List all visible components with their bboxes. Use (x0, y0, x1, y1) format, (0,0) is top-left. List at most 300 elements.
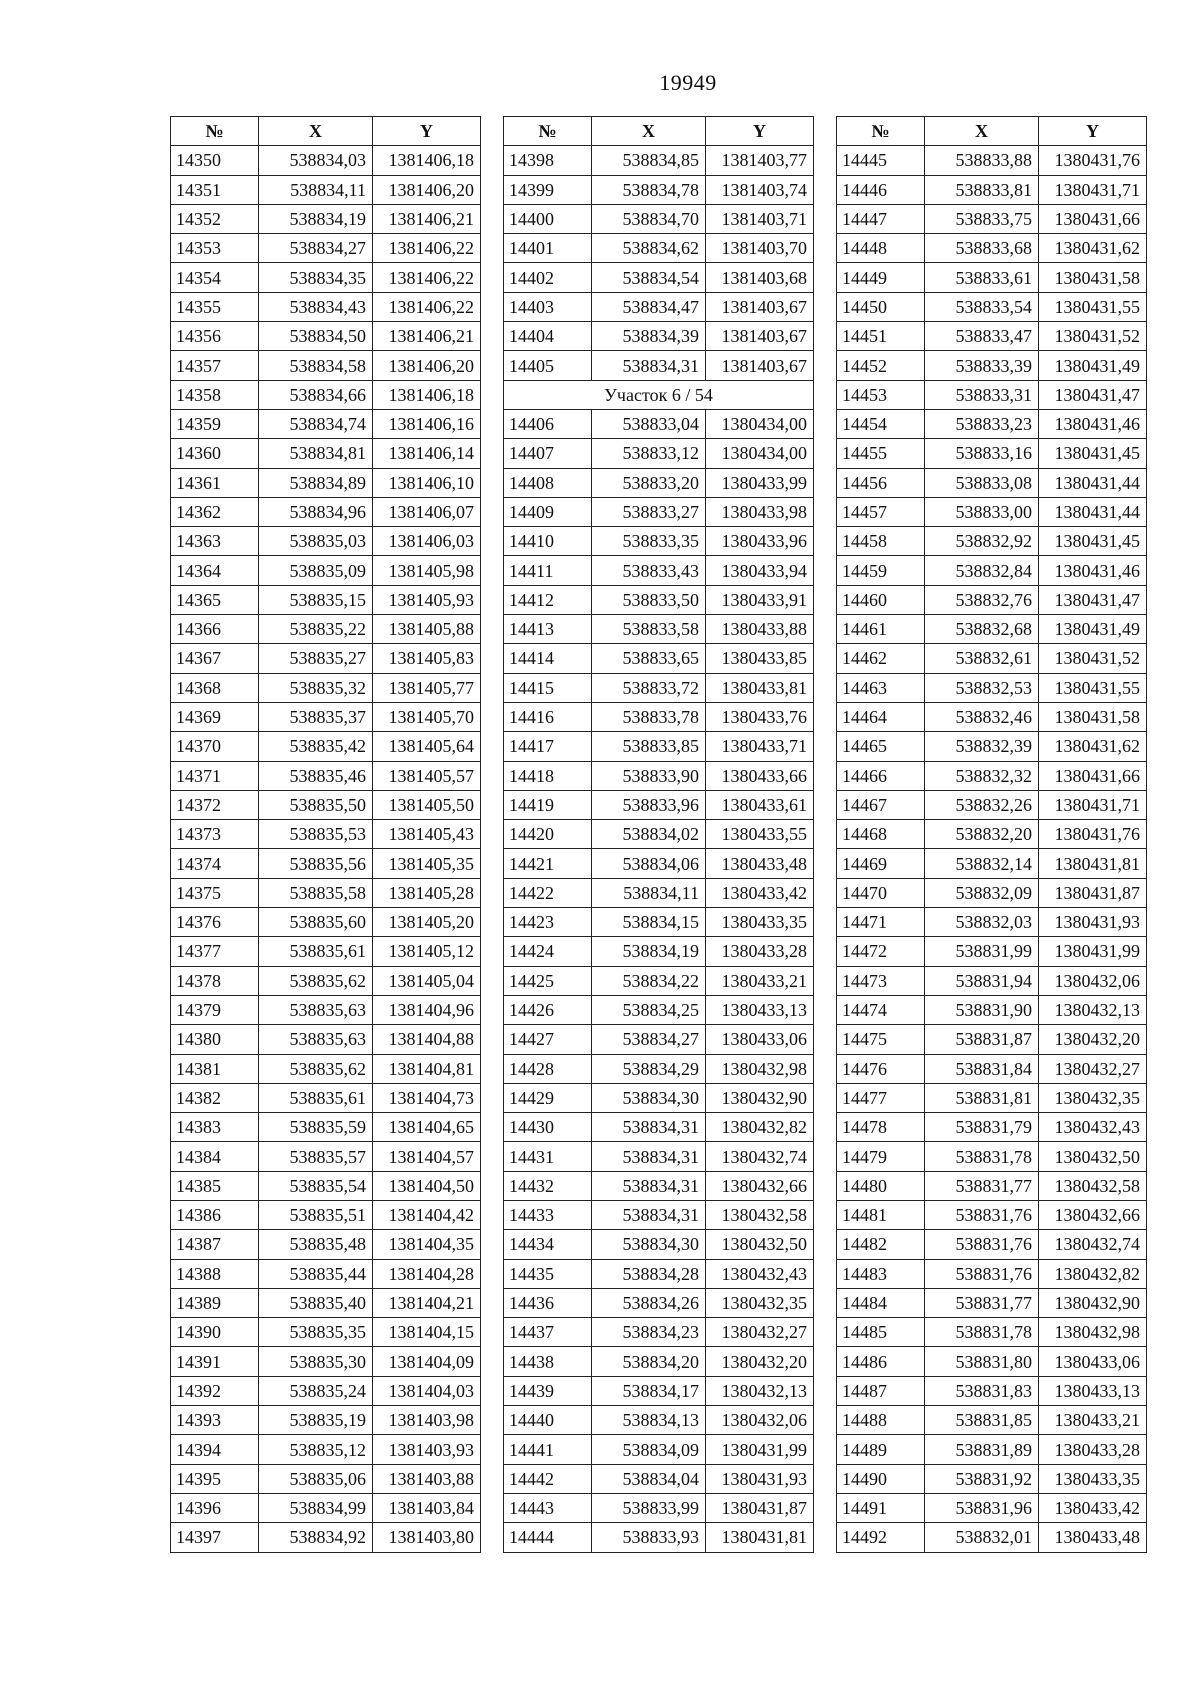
table-row (837, 790, 1147, 819)
y-coordinate-cell: 1381405,88 (373, 615, 481, 644)
point-number-cell: 14482 (837, 1230, 925, 1259)
table-header-row (171, 117, 481, 146)
table-row (504, 1113, 814, 1142)
y-coordinate-cell: 1381405,77 (373, 673, 481, 702)
table-row (171, 702, 481, 731)
x-coordinate-cell: 538835,50 (259, 790, 373, 819)
y-coordinate-cell: 1380433,66 (706, 761, 814, 790)
x-coordinate-cell: 538831,79 (925, 1113, 1039, 1142)
y-coordinate-cell: 1380432,27 (1039, 1054, 1147, 1083)
x-coordinate-cell: 538831,94 (925, 966, 1039, 995)
x-coordinate-cell: 538831,78 (925, 1142, 1039, 1171)
x-coordinate-cell: 538834,58 (259, 351, 373, 380)
x-coordinate-cell: 538833,23 (925, 409, 1039, 438)
x-coordinate-cell: 538835,44 (259, 1259, 373, 1288)
column-header-number: № (837, 117, 925, 146)
section-label: Участок 6 / 54 (504, 380, 814, 409)
y-coordinate-cell: 1380433,61 (706, 790, 814, 819)
table-row (171, 1493, 481, 1522)
y-coordinate-cell: 1381404,15 (373, 1318, 481, 1347)
table-row (171, 146, 481, 175)
y-coordinate-cell: 1380433,91 (706, 585, 814, 614)
point-number-cell: 14414 (504, 644, 592, 673)
table-row (504, 409, 814, 438)
y-coordinate-cell: 1380431,76 (1039, 146, 1147, 175)
table-row (171, 820, 481, 849)
point-number-cell: 14380 (171, 1025, 259, 1054)
point-number-cell: 14440 (504, 1406, 592, 1435)
y-coordinate-cell: 1380431,55 (1039, 673, 1147, 702)
x-coordinate-cell: 538834,96 (259, 497, 373, 526)
x-coordinate-cell: 538833,54 (925, 292, 1039, 321)
y-coordinate-cell: 1381405,04 (373, 966, 481, 995)
point-number-cell: 14432 (504, 1171, 592, 1200)
x-coordinate-cell: 538832,14 (925, 849, 1039, 878)
point-number-cell: 14438 (504, 1347, 592, 1376)
y-coordinate-cell: 1381405,43 (373, 820, 481, 849)
table-row (504, 1523, 814, 1552)
section-row (504, 380, 814, 409)
table-row (171, 1406, 481, 1435)
y-coordinate-cell: 1380433,06 (706, 1025, 814, 1054)
y-coordinate-cell: 1380432,66 (1039, 1200, 1147, 1229)
x-coordinate-cell: 538831,83 (925, 1376, 1039, 1405)
x-coordinate-cell: 538833,72 (592, 673, 706, 702)
point-number-cell: 14481 (837, 1200, 925, 1229)
table-row (504, 1259, 814, 1288)
x-coordinate-cell: 538834,31 (592, 1113, 706, 1142)
x-coordinate-cell: 538832,03 (925, 908, 1039, 937)
table-row (837, 409, 1147, 438)
y-coordinate-cell: 1380433,94 (706, 556, 814, 585)
coordinates-table-2 (503, 116, 814, 1553)
point-number-cell: 14472 (837, 937, 925, 966)
point-number-cell: 14410 (504, 527, 592, 556)
table-row (837, 761, 1147, 790)
x-coordinate-cell: 538835,59 (259, 1113, 373, 1142)
x-coordinate-cell: 538835,19 (259, 1406, 373, 1435)
y-coordinate-cell: 1380432,98 (1039, 1318, 1147, 1347)
table-row (837, 1142, 1147, 1171)
table-row (504, 234, 814, 263)
table-row (504, 995, 814, 1024)
table-row (504, 820, 814, 849)
x-coordinate-cell: 538834,62 (592, 234, 706, 263)
x-coordinate-cell: 538834,19 (259, 204, 373, 233)
y-coordinate-cell: 1380431,71 (1039, 175, 1147, 204)
x-coordinate-cell: 538834,35 (259, 263, 373, 292)
y-coordinate-cell: 1380433,48 (706, 849, 814, 878)
table-row (504, 1025, 814, 1054)
point-number-cell: 14451 (837, 322, 925, 351)
table-row (837, 615, 1147, 644)
x-coordinate-cell: 538833,35 (592, 527, 706, 556)
point-number-cell: 14412 (504, 585, 592, 614)
x-coordinate-cell: 538832,20 (925, 820, 1039, 849)
point-number-cell: 14478 (837, 1113, 925, 1142)
point-number-cell: 14450 (837, 292, 925, 321)
table-row (837, 497, 1147, 526)
point-number-cell: 14474 (837, 995, 925, 1024)
point-number-cell: 14436 (504, 1288, 592, 1317)
point-number-cell: 14355 (171, 292, 259, 321)
table-row (504, 615, 814, 644)
y-coordinate-cell: 1380431,93 (1039, 908, 1147, 937)
x-coordinate-cell: 538834,03 (259, 146, 373, 175)
y-coordinate-cell: 1381404,88 (373, 1025, 481, 1054)
table-row (504, 644, 814, 673)
point-number-cell: 14409 (504, 497, 592, 526)
point-number-cell: 14354 (171, 263, 259, 292)
point-number-cell: 14421 (504, 849, 592, 878)
x-coordinate-cell: 538834,70 (592, 204, 706, 233)
table-row (504, 1493, 814, 1522)
y-coordinate-cell: 1380433,28 (1039, 1435, 1147, 1464)
point-number-cell: 14479 (837, 1142, 925, 1171)
x-coordinate-cell: 538833,61 (925, 263, 1039, 292)
table-row (504, 146, 814, 175)
y-coordinate-cell: 1381406,14 (373, 439, 481, 468)
x-coordinate-cell: 538834,26 (592, 1288, 706, 1317)
table-row (171, 1142, 481, 1171)
table-row (837, 937, 1147, 966)
table-row (837, 1523, 1147, 1552)
point-number-cell: 14364 (171, 556, 259, 585)
y-coordinate-cell: 1380432,13 (706, 1376, 814, 1405)
y-coordinate-cell: 1381406,20 (373, 351, 481, 380)
x-coordinate-cell: 538831,76 (925, 1200, 1039, 1229)
x-coordinate-cell: 538834,85 (592, 146, 706, 175)
table-row (171, 585, 481, 614)
point-number-cell: 14379 (171, 995, 259, 1024)
x-coordinate-cell: 538833,58 (592, 615, 706, 644)
point-number-cell: 14370 (171, 732, 259, 761)
x-coordinate-cell: 538833,75 (925, 204, 1039, 233)
point-number-cell: 14371 (171, 761, 259, 790)
table-row (504, 1376, 814, 1405)
y-coordinate-cell: 1380433,55 (706, 820, 814, 849)
table-row (171, 1259, 481, 1288)
point-number-cell: 14384 (171, 1142, 259, 1171)
table-row (504, 439, 814, 468)
point-number-cell: 14362 (171, 497, 259, 526)
point-number-cell: 14484 (837, 1288, 925, 1317)
x-coordinate-cell: 538833,85 (592, 732, 706, 761)
x-coordinate-cell: 538834,89 (259, 468, 373, 497)
table-row (171, 1113, 481, 1142)
point-number-cell: 14377 (171, 937, 259, 966)
x-coordinate-cell: 538833,20 (592, 468, 706, 497)
point-number-cell: 14396 (171, 1493, 259, 1522)
point-number-cell: 14422 (504, 878, 592, 907)
y-coordinate-cell: 1381406,21 (373, 204, 481, 233)
x-coordinate-cell: 538835,32 (259, 673, 373, 702)
y-coordinate-cell: 1381404,03 (373, 1376, 481, 1405)
point-number-cell: 14428 (504, 1054, 592, 1083)
x-coordinate-cell: 538834,22 (592, 966, 706, 995)
point-number-cell: 14444 (504, 1523, 592, 1552)
point-number-cell: 14403 (504, 292, 592, 321)
table-row (171, 644, 481, 673)
table-row (837, 380, 1147, 409)
table-row (837, 820, 1147, 849)
point-number-cell: 14446 (837, 175, 925, 204)
table-row (504, 849, 814, 878)
x-coordinate-cell: 538831,89 (925, 1435, 1039, 1464)
y-coordinate-cell: 1381406,18 (373, 380, 481, 409)
table-row (837, 1054, 1147, 1083)
point-number-cell: 14461 (837, 615, 925, 644)
y-coordinate-cell: 1380432,06 (706, 1406, 814, 1435)
table-row (171, 937, 481, 966)
x-coordinate-cell: 538835,62 (259, 966, 373, 995)
y-coordinate-cell: 1380432,13 (1039, 995, 1147, 1024)
x-coordinate-cell: 538834,06 (592, 849, 706, 878)
x-coordinate-cell: 538835,06 (259, 1464, 373, 1493)
y-coordinate-cell: 1380431,66 (1039, 204, 1147, 233)
point-number-cell: 14476 (837, 1054, 925, 1083)
point-number-cell: 14367 (171, 644, 259, 673)
table-row (171, 1523, 481, 1552)
x-coordinate-cell: 538835,30 (259, 1347, 373, 1376)
y-coordinate-cell: 1380431,45 (1039, 439, 1147, 468)
point-number-cell: 14360 (171, 439, 259, 468)
table-row (837, 849, 1147, 878)
y-coordinate-cell: 1381404,96 (373, 995, 481, 1024)
table-row (837, 468, 1147, 497)
x-coordinate-cell: 538832,46 (925, 702, 1039, 731)
x-coordinate-cell: 538833,47 (925, 322, 1039, 351)
x-coordinate-cell: 538834,39 (592, 322, 706, 351)
x-coordinate-cell: 538835,24 (259, 1376, 373, 1405)
table-row (837, 966, 1147, 995)
point-number-cell: 14392 (171, 1376, 259, 1405)
table-row (171, 615, 481, 644)
table-row (171, 497, 481, 526)
y-coordinate-cell: 1380432,66 (706, 1171, 814, 1200)
point-number-cell: 14375 (171, 878, 259, 907)
point-number-cell: 14457 (837, 497, 925, 526)
x-coordinate-cell: 538835,37 (259, 702, 373, 731)
point-number-cell: 14359 (171, 409, 259, 438)
table-row (171, 761, 481, 790)
y-coordinate-cell: 1380431,52 (1039, 322, 1147, 351)
y-coordinate-cell: 1381403,80 (373, 1523, 481, 1552)
x-coordinate-cell: 538835,58 (259, 878, 373, 907)
table-row (504, 937, 814, 966)
point-number-cell: 14395 (171, 1464, 259, 1493)
table-row (504, 263, 814, 292)
point-number-cell: 14459 (837, 556, 925, 585)
point-number-cell: 14398 (504, 146, 592, 175)
x-coordinate-cell: 538835,46 (259, 761, 373, 790)
y-coordinate-cell: 1380431,58 (1039, 263, 1147, 292)
point-number-cell: 14425 (504, 966, 592, 995)
table-row (171, 380, 481, 409)
point-number-cell: 14397 (171, 1523, 259, 1552)
x-coordinate-cell: 538833,39 (925, 351, 1039, 380)
x-coordinate-cell: 538834,81 (259, 439, 373, 468)
point-number-cell: 14393 (171, 1406, 259, 1435)
point-number-cell: 14418 (504, 761, 592, 790)
y-coordinate-cell: 1380431,87 (1039, 878, 1147, 907)
point-number-cell: 14487 (837, 1376, 925, 1405)
point-number-cell: 14351 (171, 175, 259, 204)
x-coordinate-cell: 538831,76 (925, 1230, 1039, 1259)
y-coordinate-cell: 1381405,20 (373, 908, 481, 937)
y-coordinate-cell: 1380431,47 (1039, 585, 1147, 614)
x-coordinate-cell: 538832,68 (925, 615, 1039, 644)
table-row (837, 644, 1147, 673)
point-number-cell: 14473 (837, 966, 925, 995)
table-row (171, 234, 481, 263)
table-row (837, 263, 1147, 292)
point-number-cell: 14492 (837, 1523, 925, 1552)
table-row (171, 849, 481, 878)
y-coordinate-cell: 1381403,84 (373, 1493, 481, 1522)
y-coordinate-cell: 1380431,55 (1039, 292, 1147, 321)
table-row (171, 1025, 481, 1054)
x-coordinate-cell: 538834,11 (259, 175, 373, 204)
point-number-cell: 14449 (837, 263, 925, 292)
table-row (837, 1083, 1147, 1112)
point-number-cell: 14378 (171, 966, 259, 995)
x-coordinate-cell: 538833,78 (592, 702, 706, 731)
y-coordinate-cell: 1380431,81 (1039, 849, 1147, 878)
y-coordinate-cell: 1380431,87 (706, 1493, 814, 1522)
x-coordinate-cell: 538832,53 (925, 673, 1039, 702)
table-row (837, 673, 1147, 702)
y-coordinate-cell: 1381405,35 (373, 849, 481, 878)
point-number-cell: 14489 (837, 1435, 925, 1464)
table-row (504, 1464, 814, 1493)
table-row (837, 1113, 1147, 1142)
table-body (837, 146, 1147, 1552)
y-coordinate-cell: 1380431,62 (1039, 732, 1147, 761)
y-coordinate-cell: 1381405,12 (373, 937, 481, 966)
y-coordinate-cell: 1381403,88 (373, 1464, 481, 1493)
y-coordinate-cell: 1381406,22 (373, 292, 481, 321)
x-coordinate-cell: 538835,63 (259, 1025, 373, 1054)
y-coordinate-cell: 1380433,96 (706, 527, 814, 556)
table-row (837, 175, 1147, 204)
y-coordinate-cell: 1380432,20 (706, 1347, 814, 1376)
y-coordinate-cell: 1381405,64 (373, 732, 481, 761)
point-number-cell: 14488 (837, 1406, 925, 1435)
y-coordinate-cell: 1381404,50 (373, 1171, 481, 1200)
x-coordinate-cell: 538834,30 (592, 1083, 706, 1112)
y-coordinate-cell: 1380433,21 (706, 966, 814, 995)
x-coordinate-cell: 538831,77 (925, 1171, 1039, 1200)
y-coordinate-cell: 1381404,09 (373, 1347, 481, 1376)
table-row (837, 732, 1147, 761)
point-number-cell: 14435 (504, 1259, 592, 1288)
y-coordinate-cell: 1380433,42 (1039, 1493, 1147, 1522)
y-coordinate-cell: 1380433,06 (1039, 1347, 1147, 1376)
point-number-cell: 14462 (837, 644, 925, 673)
table-row (171, 1083, 481, 1112)
y-coordinate-cell: 1380432,90 (1039, 1288, 1147, 1317)
table-row (837, 322, 1147, 351)
point-number-cell: 14408 (504, 468, 592, 497)
table-row (837, 439, 1147, 468)
x-coordinate-cell: 538831,87 (925, 1025, 1039, 1054)
x-coordinate-cell: 538835,62 (259, 1054, 373, 1083)
x-coordinate-cell: 538835,61 (259, 937, 373, 966)
y-coordinate-cell: 1380433,28 (706, 937, 814, 966)
y-coordinate-cell: 1380431,44 (1039, 497, 1147, 526)
table-row (171, 556, 481, 585)
x-coordinate-cell: 538833,99 (592, 1493, 706, 1522)
x-coordinate-cell: 538832,01 (925, 1523, 1039, 1552)
x-coordinate-cell: 538833,88 (925, 146, 1039, 175)
column-header-x: X (592, 117, 706, 146)
point-number-cell: 14433 (504, 1200, 592, 1229)
y-coordinate-cell: 1380432,74 (1039, 1230, 1147, 1259)
x-coordinate-cell: 538834,20 (592, 1347, 706, 1376)
table-row (171, 1318, 481, 1347)
x-coordinate-cell: 538832,92 (925, 527, 1039, 556)
table-row (837, 1347, 1147, 1376)
point-number-cell: 14352 (171, 204, 259, 233)
x-coordinate-cell: 538834,92 (259, 1523, 373, 1552)
y-coordinate-cell: 1380432,50 (1039, 1142, 1147, 1171)
table-row (504, 1406, 814, 1435)
point-number-cell: 14434 (504, 1230, 592, 1259)
point-number-cell: 14420 (504, 820, 592, 849)
point-number-cell: 14382 (171, 1083, 259, 1112)
table-row (837, 702, 1147, 731)
table-row (171, 1435, 481, 1464)
y-coordinate-cell: 1380432,58 (706, 1200, 814, 1229)
x-coordinate-cell: 538834,15 (592, 908, 706, 937)
table-row (504, 908, 814, 937)
table-row (171, 439, 481, 468)
x-coordinate-cell: 538835,60 (259, 908, 373, 937)
point-number-cell: 14389 (171, 1288, 259, 1317)
point-number-cell: 14468 (837, 820, 925, 849)
point-number-cell: 14361 (171, 468, 259, 497)
x-coordinate-cell: 538832,09 (925, 878, 1039, 907)
y-coordinate-cell: 1380433,13 (706, 995, 814, 1024)
table-row (837, 146, 1147, 175)
table-row (837, 1376, 1147, 1405)
y-coordinate-cell: 1380431,62 (1039, 234, 1147, 263)
point-number-cell: 14369 (171, 702, 259, 731)
y-coordinate-cell: 1380431,99 (706, 1435, 814, 1464)
y-coordinate-cell: 1381406,10 (373, 468, 481, 497)
point-number-cell: 14467 (837, 790, 925, 819)
y-coordinate-cell: 1380431,45 (1039, 527, 1147, 556)
y-coordinate-cell: 1380432,06 (1039, 966, 1147, 995)
table-row (837, 1464, 1147, 1493)
point-number-cell: 14400 (504, 204, 592, 233)
x-coordinate-cell: 538833,08 (925, 468, 1039, 497)
x-coordinate-cell: 538834,78 (592, 175, 706, 204)
table-row (504, 1142, 814, 1171)
table-body (171, 146, 481, 1552)
y-coordinate-cell: 1381403,74 (706, 175, 814, 204)
x-coordinate-cell: 538834,99 (259, 1493, 373, 1522)
y-coordinate-cell: 1380433,71 (706, 732, 814, 761)
y-coordinate-cell: 1381406,22 (373, 234, 481, 263)
table-row (171, 409, 481, 438)
table-row (171, 732, 481, 761)
y-coordinate-cell: 1380433,21 (1039, 1406, 1147, 1435)
table-row (837, 1200, 1147, 1229)
x-coordinate-cell: 538834,29 (592, 1054, 706, 1083)
table-row (504, 1200, 814, 1229)
